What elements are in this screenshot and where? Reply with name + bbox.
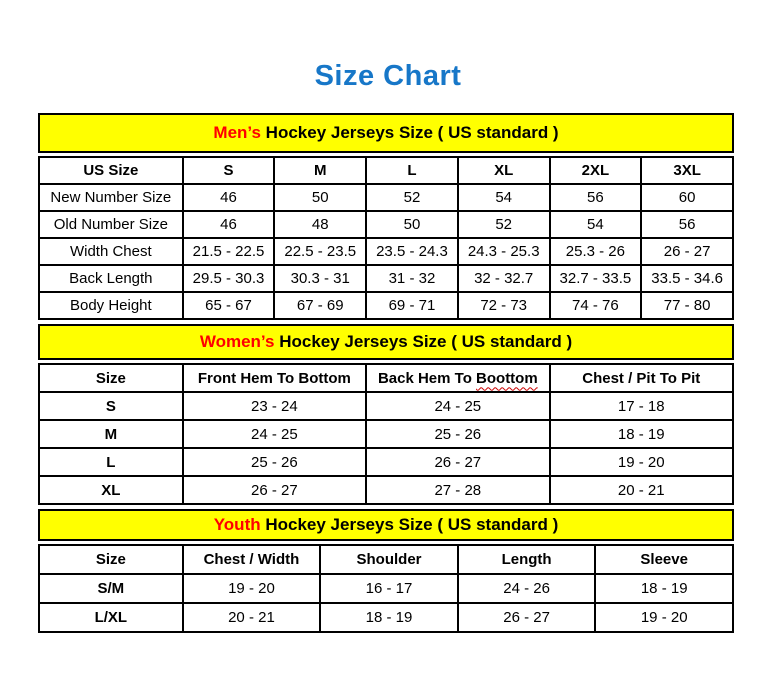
table-cell: 29.5 - 30.3 [183, 265, 275, 292]
table-row [39, 238, 733, 265]
column-header: Sleeve [595, 545, 733, 574]
table-cell: 24.3 - 25.3 [458, 238, 550, 265]
row-label: Width Chest [39, 238, 183, 265]
table-cell: 52 [458, 211, 550, 238]
mens-section-highlight: Men’s [213, 123, 261, 142]
row-label: L [39, 448, 183, 476]
table-row [39, 603, 733, 632]
table-row [39, 292, 733, 319]
youth-section-title: Hockey Jerseys Size ( US standard ) [260, 515, 559, 534]
column-header: Length [458, 545, 596, 574]
row-label: S/M [39, 574, 183, 603]
table-row [39, 184, 733, 211]
row-label: S [39, 392, 183, 420]
column-header: Shoulder [320, 545, 458, 574]
table-cell: 30.3 - 31 [274, 265, 366, 292]
table-cell: 24 - 25 [183, 420, 366, 448]
table-cell: 60 [641, 184, 733, 211]
table-cell: 25 - 26 [366, 420, 549, 448]
table-cell: 20 - 21 [183, 603, 321, 632]
row-label: XL [39, 476, 183, 504]
table-cell: 24 - 26 [458, 574, 596, 603]
table-cell: 20 - 21 [550, 476, 733, 504]
table-row [39, 574, 733, 603]
row-label: Body Height [39, 292, 183, 319]
table-cell: 26 - 27 [458, 603, 596, 632]
column-header: Chest / Width [183, 545, 321, 574]
table-cell: 25.3 - 26 [550, 238, 642, 265]
table-cell: 46 [183, 211, 275, 238]
column-header: Size [39, 364, 183, 392]
table-cell: 67 - 69 [274, 292, 366, 319]
column-header: Chest / Pit To Pit [550, 364, 733, 392]
table-cell: 31 - 32 [366, 265, 458, 292]
table-cell: 32 - 32.7 [458, 265, 550, 292]
row-label: M [39, 420, 183, 448]
row-label: L/XL [39, 603, 183, 632]
table-cell: 19 - 20 [550, 448, 733, 476]
table-cell: 50 [366, 211, 458, 238]
column-header: US Size [39, 157, 183, 184]
column-header: S [183, 157, 275, 184]
table-cell: 26 - 27 [641, 238, 733, 265]
womens-section-highlight: Women’s [199, 332, 275, 351]
column-header-row [39, 157, 733, 184]
table-cell: 23 - 24 [183, 392, 366, 420]
misspelled-word: Boottom [476, 369, 538, 387]
table-cell: 50 [274, 184, 366, 211]
table-cell: 65 - 67 [183, 292, 275, 319]
table-cell: 21.5 - 22.5 [183, 238, 275, 265]
column-header: L [366, 157, 458, 184]
table-row [39, 420, 733, 448]
column-header-row [39, 364, 733, 392]
column-header: XL [458, 157, 550, 184]
table-row [39, 265, 733, 292]
column-header: 2XL [550, 157, 642, 184]
table-cell: 77 - 80 [641, 292, 733, 319]
table-cell: 22.5 - 23.5 [274, 238, 366, 265]
table-cell: 32.7 - 33.5 [550, 265, 642, 292]
table-cell: 33.5 - 34.6 [641, 265, 733, 292]
table-cell: 25 - 26 [183, 448, 366, 476]
mens-section-title: Hockey Jerseys Size ( US standard ) [260, 123, 559, 142]
table-cell: 16 - 17 [320, 574, 458, 603]
table-cell: 74 - 76 [550, 292, 642, 319]
page-title: Size Chart [314, 60, 462, 92]
row-label: New Number Size [39, 184, 183, 211]
row-label: Old Number Size [39, 211, 183, 238]
table-cell: 56 [641, 211, 733, 238]
table-cell: 56 [550, 184, 642, 211]
size-chart-content [38, 113, 734, 633]
mens-size-table [38, 156, 734, 320]
table-cell: 26 - 27 [183, 476, 366, 504]
womens-size-table [38, 363, 734, 505]
youth-section-header [38, 509, 734, 541]
column-header: Front Hem To Bottom [183, 364, 366, 392]
table-cell: 19 - 20 [183, 574, 321, 603]
womens-section-header [38, 324, 734, 360]
table-cell: 48 [274, 211, 366, 238]
table-cell: 18 - 19 [550, 420, 733, 448]
youth-size-table [38, 544, 734, 633]
table-cell: 54 [458, 184, 550, 211]
table-cell: 52 [366, 184, 458, 211]
table-row [39, 211, 733, 238]
table-cell: 26 - 27 [366, 448, 549, 476]
table-cell: 54 [550, 211, 642, 238]
table-cell: 69 - 71 [366, 292, 458, 319]
table-row [39, 392, 733, 420]
column-header: Size [39, 545, 183, 574]
table-cell: 18 - 19 [595, 574, 733, 603]
column-header: M [274, 157, 366, 184]
column-header: Back Hem To Boottom [366, 364, 549, 392]
table-cell: 17 - 18 [550, 392, 733, 420]
youth-section-highlight: Youth [213, 515, 261, 534]
table-row [39, 448, 733, 476]
womens-section-title: Hockey Jerseys Size ( US standard ) [274, 332, 573, 351]
table-row [39, 476, 733, 504]
table-cell: 24 - 25 [366, 392, 549, 420]
table-cell: 46 [183, 184, 275, 211]
column-header: 3XL [641, 157, 733, 184]
column-header-row [39, 545, 733, 574]
row-label: Back Length [39, 265, 183, 292]
table-cell: 19 - 20 [595, 603, 733, 632]
table-cell: 23.5 - 24.3 [366, 238, 458, 265]
table-cell: 27 - 28 [366, 476, 549, 504]
table-cell: 72 - 73 [458, 292, 550, 319]
table-cell: 18 - 19 [320, 603, 458, 632]
mens-section-header [38, 113, 734, 153]
